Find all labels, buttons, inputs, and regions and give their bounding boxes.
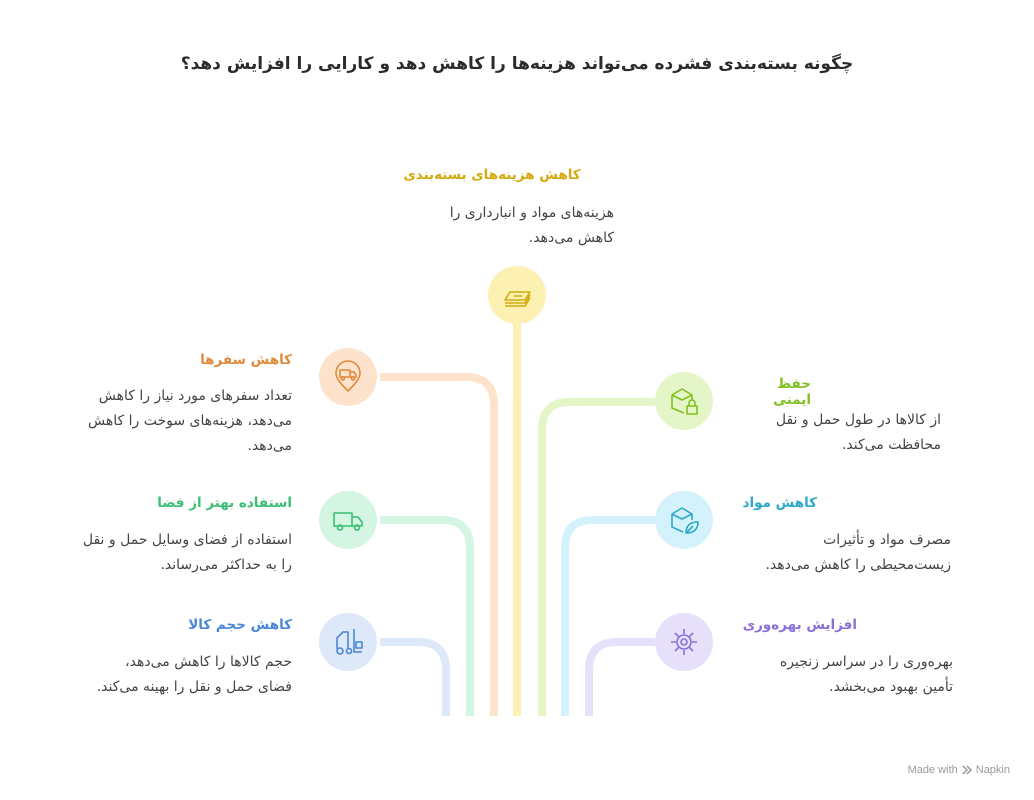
connector-left-1: [380, 377, 494, 716]
left-2-desc: استفاده از فضای وسایل حمل و نقل را به حداکثر می‌رساند.: [82, 532, 292, 573]
top-heading: کاهش هزینه‌های بسته‌بندی: [403, 167, 581, 183]
connector-left-3: [380, 642, 446, 716]
connector-right-1: [542, 402, 655, 716]
eco-box-icon: [667, 503, 701, 537]
locked-box-icon: [667, 384, 701, 418]
napkin-logo-icon: [961, 764, 973, 776]
top-desc: هزینه‌های مواد و انبارداری را کاهش می‌دهد.: [449, 205, 614, 246]
right-1-icon-circle: [655, 372, 713, 430]
left-3-desc: حجم کالاها را کاهش می‌دهد، فضای حمل و نقل را بهینه می‌کند.: [96, 654, 292, 695]
right-2-desc: مصرف مواد و تأثیرات زیست‌محیطی را کاهش می‌دهد.: [765, 532, 951, 573]
gear-icon: [667, 625, 701, 659]
left-3-icon-circle: [319, 613, 377, 671]
napkin-credit[interactable]: Made with Napkin: [907, 764, 1010, 776]
money-stack-icon: [500, 278, 534, 312]
connector-right-2: [565, 520, 655, 716]
right-3-heading: افزایش بهره‌وری: [742, 617, 857, 633]
right-1-heading: حفظ ایمنی: [773, 376, 811, 408]
left-2-heading: استفاده بهتر از فضا: [157, 495, 292, 511]
left-3-heading: کاهش حجم کالا: [188, 617, 292, 633]
right-3-desc: بهره‌وری را در سراسر زنجیره تأمین بهبود می‌بخشد.: [779, 654, 953, 695]
connector-right-3: [589, 642, 655, 716]
connector-left-2: [380, 520, 470, 716]
delivery-truck-pin-icon: [331, 360, 365, 394]
right-2-heading: کاهش مواد: [742, 495, 817, 511]
left-1-icon-circle: [319, 348, 377, 406]
truck-icon: [331, 503, 365, 537]
left-2-icon-circle: [319, 491, 377, 549]
page-title: چگونه بسته‌بندی فشرده می‌تواند هزینه‌ها را کاهش دهد و کارایی را افزایش دهد؟: [180, 54, 854, 74]
left-1-desc: تعداد سفرهای مورد نیاز را کاهش می‌دهد، هزینه‌های سوخت را کاهش می‌دهد.: [88, 388, 292, 454]
forklift-icon: [331, 625, 365, 659]
right-3-icon-circle: [655, 613, 713, 671]
left-1-heading: کاهش سفرها: [200, 352, 292, 368]
top-icon-circle: [488, 266, 546, 324]
right-2-icon-circle: [655, 491, 713, 549]
right-1-desc: از کالاها در طول حمل و نقل محافظت می‌کند.: [775, 412, 941, 453]
